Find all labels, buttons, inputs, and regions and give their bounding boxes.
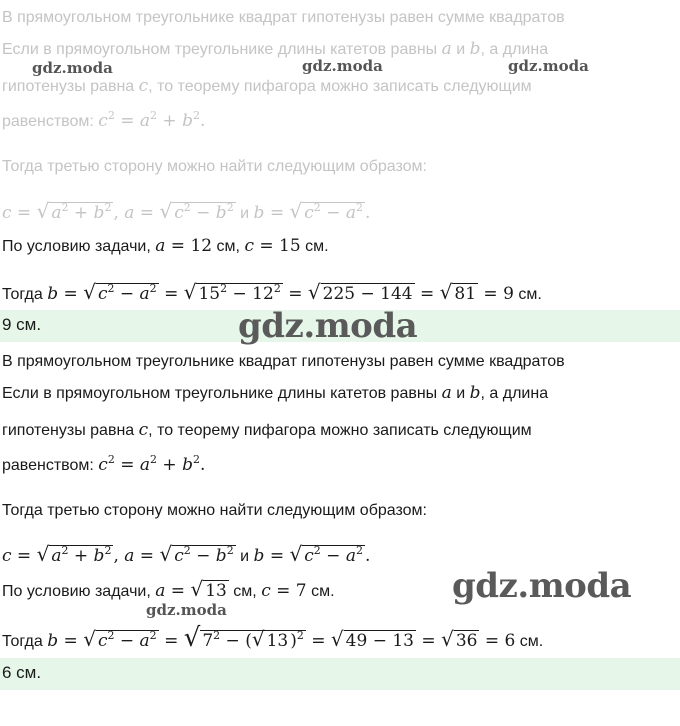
v2-formula-and: и <box>240 548 250 565</box>
v2-condition-c: c = 7 <box>261 581 307 601</box>
v2-eq-text: равенством: <box>2 457 94 474</box>
v1-hyp-c: c <box>138 76 149 96</box>
v1-then: Тогда <box>2 286 43 303</box>
v2-hyp-text: гипотенузы равна <box>2 422 135 439</box>
v2-condition <box>2 578 335 603</box>
v2-legs-line <box>2 382 548 405</box>
v2-then: Тогда <box>2 633 43 650</box>
v1-condition-a: a = 12 <box>155 236 213 256</box>
v1-hyp-line <box>2 75 532 98</box>
v2-condition-unit-a: см, <box>233 583 257 600</box>
v1-intro: В прямоугольном треугольнике квадрат гипотенузы равен сумме квадратов <box>2 9 565 26</box>
v1-eq-text: равенством: <box>2 113 94 130</box>
v1-third-side: Тогда третью сторону можно найти следующим образом: <box>2 158 427 175</box>
v2-formula-b: b = √ $c^2 - a^2$ . <box>253 542 371 566</box>
v1-calc-expression: b = √ $c^2 - a^2$ = √ $15^2 - 12^2$ = √ 225 − 144 = √ 81 = 9 <box>47 280 514 304</box>
v1-condition-text: По условию задачи, <box>2 238 151 255</box>
v2-hyp-c: c <box>138 420 149 440</box>
v1-calc-unit: см. <box>518 286 542 303</box>
v1-answer: 9 см. <box>2 315 42 334</box>
v1-legs-and: и <box>456 41 466 58</box>
v1-side-formulas <box>2 200 370 225</box>
watermark-small-3: gdz.moda <box>508 57 589 75</box>
v1-condition-unit-c: см. <box>305 238 329 255</box>
watermark-large-2: gdz.moda <box>452 566 632 606</box>
v1-hyp-text: гипотенузы равна <box>2 78 135 95</box>
watermark-small-1: gdz.moda <box>32 59 113 77</box>
v1-formula-c: c = √ $a^2 + b^2$ , a = √ $c^2 - b^2$ <box>2 199 234 223</box>
v1-pythagoras-formula: $c^2 = a^2 + b^2$. <box>98 109 206 131</box>
v2-answer-box <box>0 658 680 690</box>
v2-leg-a: a <box>441 383 452 403</box>
v2-leg-b: b <box>469 383 481 403</box>
v1-condition-c: c = 15 <box>244 236 301 256</box>
v2-answer: 6 см. <box>2 663 42 682</box>
v1-formula-and: и <box>240 205 250 222</box>
v2-hyp-line <box>2 419 532 442</box>
v2-third-side: Тогда третью сторону можно найти следующим образом: <box>2 502 427 519</box>
v2-intro: В прямоугольном треугольнике квадрат гипотенузы равен сумме квадратов <box>2 353 565 370</box>
v2-hyp-tail: , то теорему пифагора можно записать следующим <box>148 422 532 439</box>
v2-formula-c: c = √ $a^2 + b^2$ , a = √ $c^2 - b^2$ <box>2 542 234 566</box>
v2-calc-unit: см. <box>519 633 544 650</box>
v2-pythagoras-formula: $c^2 = a^2 + b^2$. <box>98 453 206 475</box>
v2-condition-unit-c: см. <box>311 583 335 600</box>
v1-legs-tail: , а длина <box>480 41 549 58</box>
v1-legs-text: Если в прямоугольном треугольнике длины катетов равны <box>2 41 438 58</box>
v2-condition-a: a = √ 13 <box>155 577 227 601</box>
v1-leg-a: a <box>441 39 452 59</box>
v2-calc-expression: b = √ $c^2 - a^2$ = √ $7^2$ − (√ 13 )$^2$ = √ 49 − 13 = √ 36 = 6 <box>47 623 516 653</box>
watermark-small-2: gdz.moda <box>302 57 383 75</box>
v2-side-formulas <box>2 543 370 568</box>
v1-condition <box>2 235 329 258</box>
v1-formula-b: b = √ $c^2 - a^2$ . <box>253 199 371 223</box>
watermark-large-1: gdz.moda <box>238 306 418 346</box>
v2-condition-text: По условию задачи, <box>2 583 151 600</box>
v2-calculation <box>2 623 544 653</box>
v1-legs-line <box>2 38 548 61</box>
v2-legs-and: и <box>456 385 466 402</box>
v1-leg-b: b <box>469 39 481 59</box>
v1-condition-unit-a: см, <box>216 238 240 255</box>
v2-legs-text: Если в прямоугольном треугольнике длины катетов равны <box>2 385 438 402</box>
v2-eq-line <box>2 454 205 477</box>
v2-legs-tail: , а длина <box>480 385 549 402</box>
v1-eq-line <box>2 110 205 133</box>
v1-calculation <box>2 281 542 306</box>
v1-hyp-tail: , то теорему пифагора можно записать следующим <box>148 78 532 95</box>
watermark-small-4: gdz.moda <box>146 601 227 619</box>
